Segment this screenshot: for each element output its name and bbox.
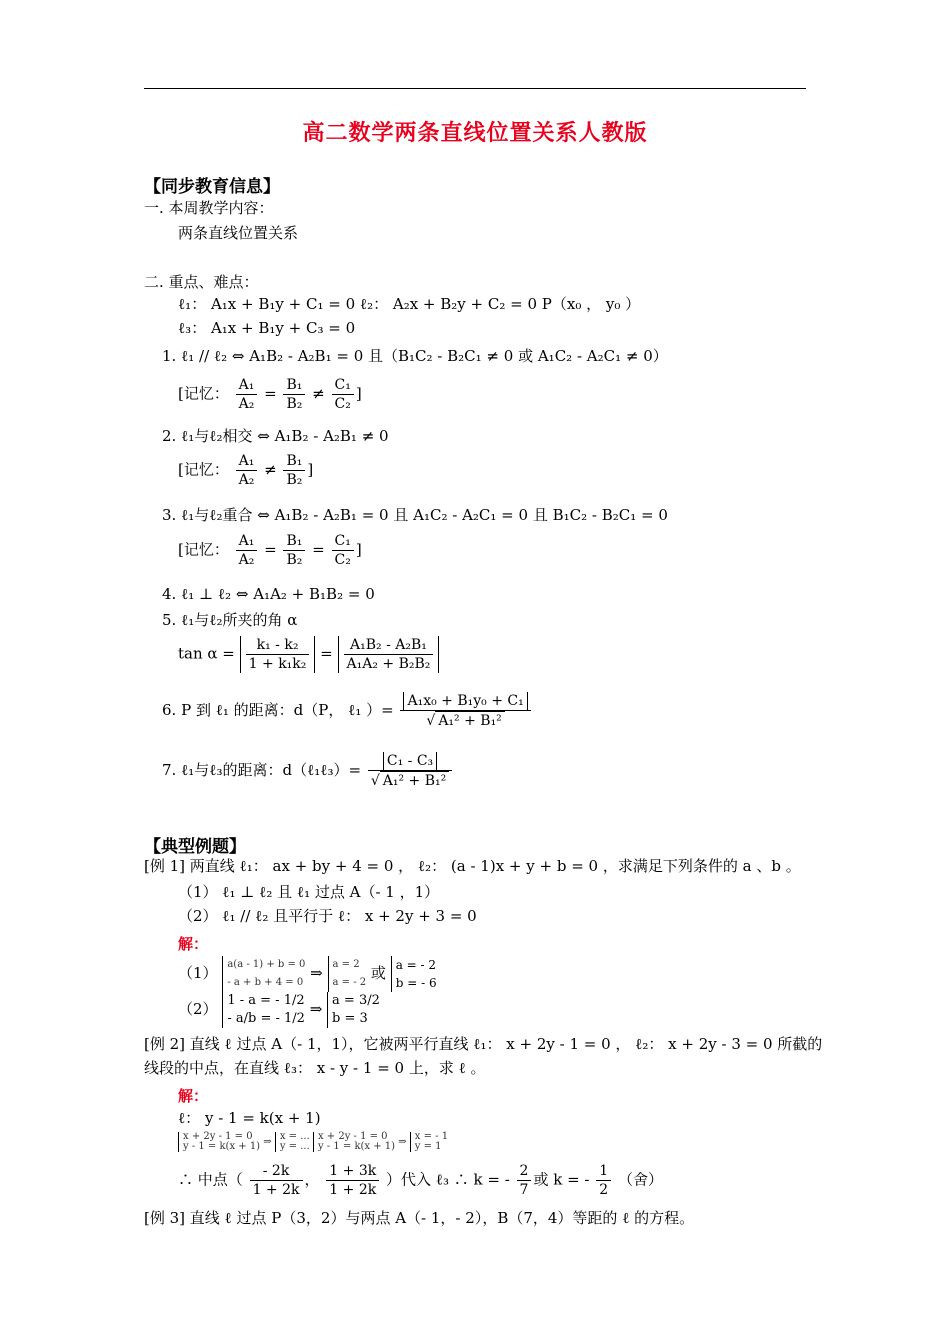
system: 1 - a = - 1/2 - a/b = - 1/2	[222, 992, 305, 1028]
section-heading-info: 【同步教育信息】	[144, 177, 280, 197]
solution-index: （1）	[178, 964, 218, 982]
example-3: [例 3] 直线 ℓ 过点 P（3，2）与两点 A（- 1，- 2），B（7，4）等距的 ℓ 的方程。	[144, 1209, 695, 1227]
system: x + 2y - 1 = 0 y - 1 = k(x + 1)	[178, 1132, 260, 1152]
page-title: 高二数学两条直线位置关系人教版	[302, 120, 648, 146]
substitute-label: ）代入 ℓ₃ ∴ k = -	[386, 1170, 510, 1189]
solution-2: （2） 1 - a = - 1/2 - a/b = - 1/2 ⇒ a = 3/2 b = 3	[178, 993, 380, 1026]
fraction: $\frac{\text{A₁}}{\text{A₂}}$	[236, 532, 258, 569]
memo-2: [记忆： $\frac{\text{A₁}}{\text{A₂}}$ ≠ $\frac{\text{B₁}}{\text{B₂}}$ ]	[178, 453, 314, 488]
system: a = 3/2 b = 3	[327, 992, 380, 1028]
system: x + 2y - 1 = 0 y - 1 = k(x + 1)	[313, 1132, 395, 1152]
fraction: $\frac{\text{B₁}}{\text{B₂}}$	[283, 532, 305, 569]
memo-1: [记忆： $\frac{\text{A₁}}{\text{A₂}}$ = $\frac{\text{B₁}}{\text{B₂}}$ ≠ $\frac{\text{C₁}}{\text{C₂}}$ ]	[178, 377, 362, 412]
solution-2-systems: x + 2y - 1 = 0 y - 1 = k(x + 1) ⇒ x = ... y = ... x + 2y - 1 = 0 y - 1 = k(x + 1) ⇒ x = - 1 y = 1	[178, 1132, 448, 1153]
fraction: $\frac{2}{7}$	[517, 1162, 532, 1199]
item-1: 一. 本周教学内容：	[144, 199, 274, 217]
point-5: 5. ℓ₁与ℓ₂所夹的角 α	[162, 611, 298, 629]
example-1-a: （1） ℓ₁ ⊥ ℓ₂ 且 ℓ₁ 过点 A（- 1 ，1）	[178, 883, 440, 901]
point-1: 1. ℓ₁ // ℓ₂ ⇔ A₁B₂ - A₂B₁ = 0 且（B₁C₂ - B₂C₁ ≠ 0 或 A₁C₂ - A₂C₁ ≠ 0）	[162, 347, 668, 365]
example-2-cont: 线段的中点，在直线 ℓ₃： x - y - 1 = 0 上，求 ℓ 。	[144, 1059, 486, 1077]
system: a = - 2 b = - 6	[391, 956, 437, 992]
example-2: [例 2] 直线 ℓ 过点 A（- 1，1），它被两平行直线 ℓ₁： x + 2y - 1 = 0 ， ℓ₂： x + 2y - 3 = 0 所截的	[144, 1035, 823, 1053]
distance-fraction: $\frac{\text{A₁x₀ + B₁y₀ + C₁}}{\text{√ A₁² + B₁²}}$	[400, 692, 530, 730]
line-l3: ℓ₃： A₁x + B₁y + C₃ = 0	[178, 319, 356, 337]
discard-label: （舍）	[617, 1170, 663, 1189]
fraction: $\frac{- 2k}{1 + 2k}$	[250, 1162, 303, 1199]
memo-label: [记忆：	[178, 460, 229, 479]
point-2: 2. ℓ₁与ℓ₂相交 ⇔ A₁B₂ - A₂B₁ ≠ 0	[162, 427, 389, 445]
or-word: 或	[370, 964, 386, 982]
line-l-equation: ℓ： y - 1 = k(x + 1)	[178, 1109, 321, 1127]
fraction: $\frac{\text{C₁}}{\text{C₂}}$	[332, 532, 354, 569]
fraction: $\frac{1}{2}$	[596, 1162, 611, 1199]
point-7	[162, 752, 454, 790]
point-3: 3. ℓ₁与ℓ₂重合 ⇔ A₁B₂ - A₂B₁ = 0 且 A₁C₂ - A₂C₁ = 0 且 B₁C₂ - B₂C₁ = 0	[162, 506, 668, 524]
tan-formula: tan α = $\frac{\text{k₁ - k₂}}{\text{1 + k₁k₂}}$ = $\frac{\text{A₁B₂ - A₂B₁}}{\text{A₁A₂ + B₂B₂}}$	[178, 636, 439, 673]
distance-label: 6. P 到 ℓ₁ 的距离：d（P， ℓ₁ ）=	[162, 701, 394, 719]
fraction: $\frac{\text{A₁}}{\text{A₂}}$	[236, 376, 258, 413]
example-1-b: （2） ℓ₁ // ℓ₂ 且平行于 ℓ： x + 2y + 3 = 0	[178, 907, 477, 925]
top-rule	[144, 88, 806, 89]
point-6	[162, 692, 533, 730]
point-4: 4. ℓ₁ ⊥ ℓ₂ ⇔ A₁A₂ + B₁B₂ = 0	[162, 585, 375, 603]
system: x = - 1 y = 1	[410, 1132, 448, 1152]
solution-label: 解：	[178, 935, 209, 953]
fraction: $\frac{\text{C₁}}{\text{C₂}}$	[332, 376, 354, 413]
midpoint-line: ∴ 中点（ $\frac{- 2k}{1 + 2k}$ ， $\frac{1 + 3k}{1 + 2k}$ ）代入 ℓ₃ ∴ k = - $\frac{2}{7}$ 或 k = - $\frac{1}{2}$ （舍）	[178, 1163, 663, 1198]
item-2: 二. 重点、难点：	[144, 273, 259, 291]
item-1-body: 两条直线位置关系	[178, 224, 299, 242]
fraction: $\frac{\text{A₁}}{\text{A₂}}$	[236, 452, 258, 489]
section-heading-examples: 【典型例题】	[144, 837, 246, 857]
distance-label: 7. ℓ₁与ℓ₃的距离：d（ℓ₁ℓ₃）=	[162, 761, 362, 779]
fraction: $\frac{\text{B₁}}{\text{B₂}}$	[283, 376, 305, 413]
example-1: [例 1] 两直线 ℓ₁： ax + by + 4 = 0 ， ℓ₂： (a - 1)x + y + b = 0 ，求满足下列条件的 a 、b 。	[144, 857, 801, 875]
fraction: $\frac{1 + 3k}{1 + 2k}$	[326, 1162, 379, 1199]
abs-fraction: $\frac{\text{k₁ - k₂}}{\text{1 + k₁k₂}}$	[240, 636, 316, 673]
tan-label: tan α =	[178, 644, 235, 663]
memo-label: [记忆：	[178, 384, 229, 403]
system: x = ... y = ...	[275, 1132, 310, 1152]
abs-fraction: $\frac{\text{A₁B₂ - A₂B₁}}{\text{A₁A₂ + B₂B₂}}$	[338, 636, 440, 673]
memo-label: [记忆：	[178, 540, 229, 559]
solution-index: （2）	[178, 1000, 218, 1018]
fraction: $\frac{\text{B₁}}{\text{B₂}}$	[283, 452, 305, 489]
distance-fraction: $\frac{\text{C₁ - C₃}}{\text{√ A₁² + B₁²}}$	[368, 752, 452, 790]
line-l1-l2: ℓ₁： A₁x + B₁y + C₁ = 0 ℓ₂： A₂x + B₂y + C₂ = 0 P（x₀ ， y₀ ）	[178, 295, 641, 313]
midpoint-label: ∴ 中点（	[178, 1170, 243, 1189]
system: a(a - 1) + b = 0 - a + b + 4 = 0	[222, 956, 305, 992]
memo-3: [记忆： $\frac{\text{A₁}}{\text{A₂}}$ = $\frac{\text{B₁}}{\text{B₂}}$ = $\frac{\text{C₁}}{\text{C₂}}$ ]	[178, 533, 362, 568]
system: a = 2 a = - 2	[328, 956, 367, 992]
solution-1: （1） a(a - 1) + b = 0 - a + b + 4 = 0 ⇒ a = 2 a = - 2 或 a = - 2 b = - 6	[178, 958, 437, 990]
solution-label-2: 解：	[178, 1087, 209, 1105]
